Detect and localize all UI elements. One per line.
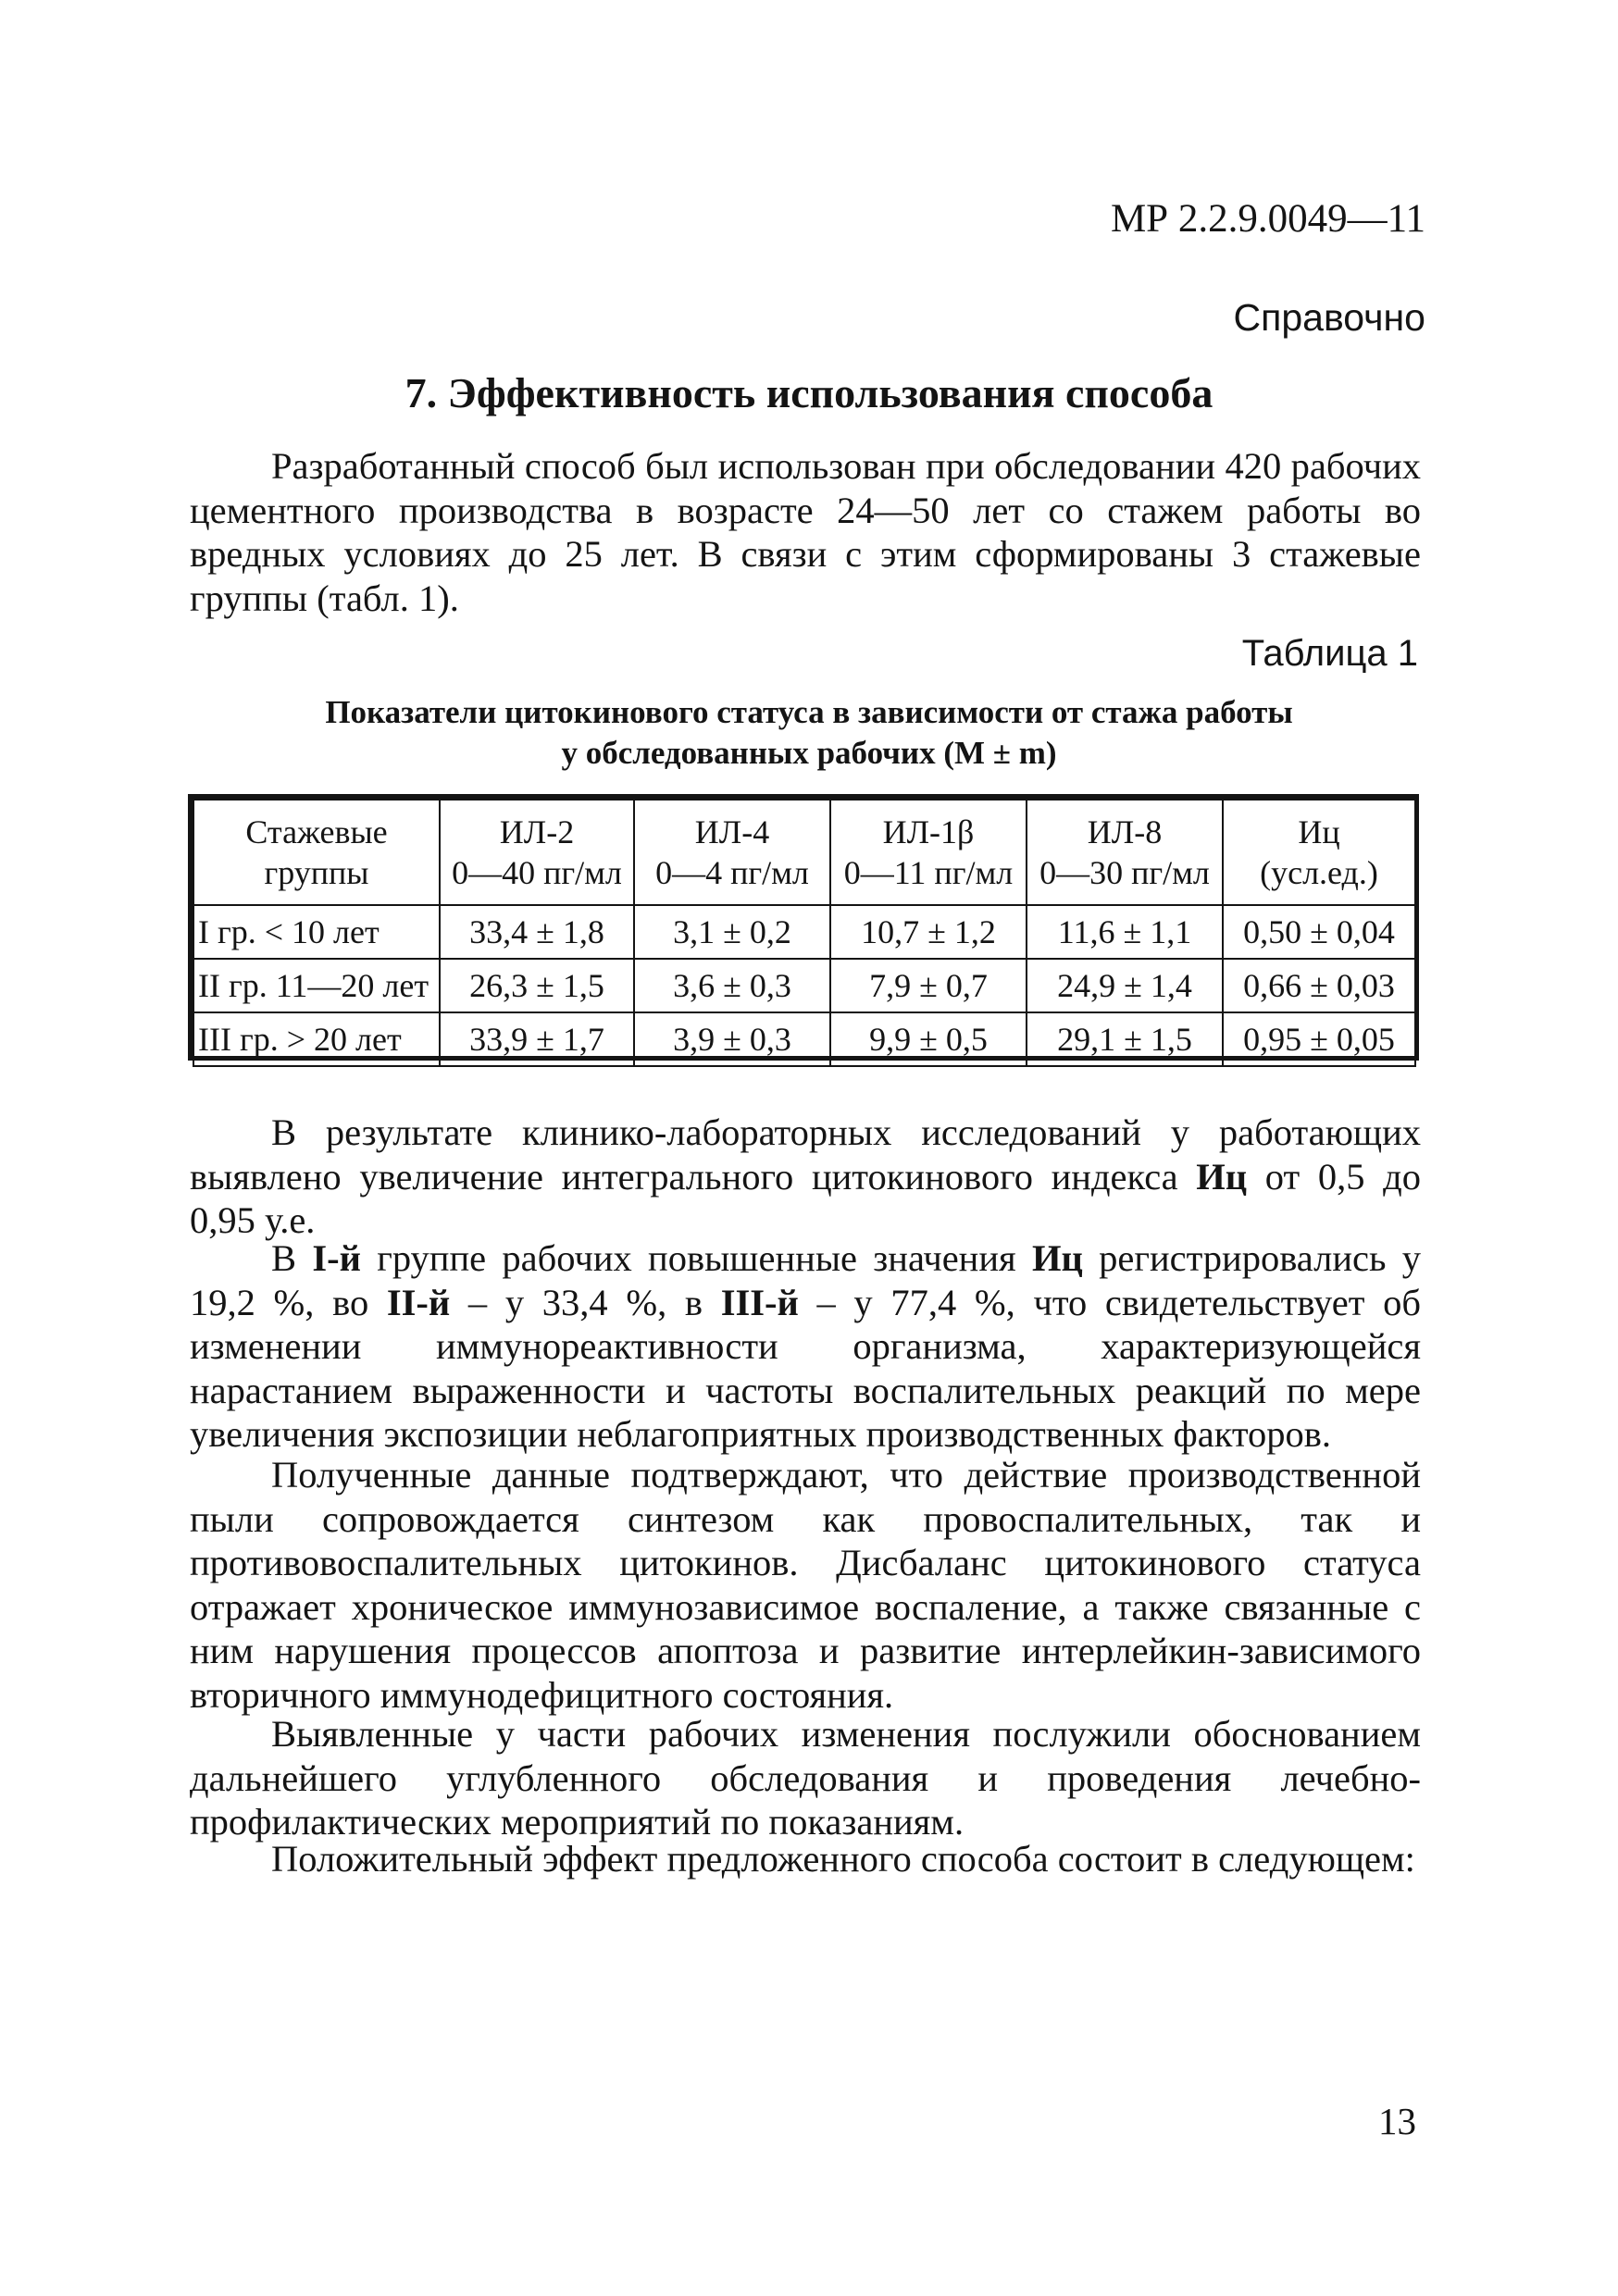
document-code: МР 2.2.9.0049—11 — [1110, 197, 1425, 241]
table-cell: 3,6 ± 0,3 — [634, 959, 830, 1012]
header-cell: ИЛ-8 0—30 пг/мл — [1027, 800, 1223, 905]
header-cell: ИЛ-4 0—4 пг/мл — [634, 800, 830, 905]
table-cell: 7,9 ± 0,7 — [830, 959, 1027, 1012]
table-label: Таблица 1 — [1241, 633, 1418, 674]
results-paragraph-2: В I-й группе рабочих повышенные значения Иц регистрировались у 19,2 %, во II-й – у 33,4 %, в III-й – у 77,4 %, что свидетельствует об изменении иммунореактивности организма, характеризующейся нарастанием выраженности и частоты воспалительных реакций по мере увеличения экспозиции неблагоприятных производственных факторов. — [190, 1237, 1422, 1455]
intro-paragraph — [190, 444, 1421, 620]
table-title — [0, 692, 1618, 774]
table-cell: 0,66 ± 0,03 — [1223, 959, 1415, 1012]
table-row — [193, 959, 1415, 1012]
table-title-line-1: Показатели цитокинового статуса в зависимости от стажа работы — [325, 694, 1293, 730]
table-cell: II гр. 11—20 лет — [193, 959, 440, 1012]
header-cell: ИЛ-1β 0—11 пг/мл — [830, 800, 1027, 905]
follow-up-paragraph: Выявленные у части рабочих изменения послужили обоснованием дальнейшего углубленного обследования и проведения лечебно-профилактических мероприятий по показаниям. — [190, 1713, 1421, 1843]
table-cell: 11,6 ± 1,1 — [1027, 905, 1223, 959]
table-cell: 10,7 ± 1,2 — [830, 905, 1027, 959]
table-row — [193, 1012, 1415, 1066]
cytokine-table — [188, 794, 1419, 1061]
effect-paragraph: Положительный эффект предложенного способа состоит в следующем: — [271, 1838, 1415, 1880]
table-cell: III гр. > 20 лет — [193, 1012, 440, 1066]
table-cell: 33,9 ± 1,7 — [440, 1012, 634, 1066]
header-cell: ИЛ-2 0—40 пг/мл — [440, 800, 634, 905]
header-cell: Иц (усл.ед.) — [1223, 800, 1415, 905]
section-title: 7. Эффективность использования способа — [404, 369, 1214, 416]
intro-text: Разработанный способ был использован при обследовании 420 рабочих цементного производства в возрасте 24—50 лет со стажем работы во вредных условиях до 25 лет. В связи с этим сформированы 3 стажевые группы (табл. 1). — [190, 445, 1421, 619]
table-cell: 3,1 ± 0,2 — [634, 905, 830, 959]
reference-label: Справочно — [1233, 296, 1425, 339]
table-title-line-2: у обследованных рабочих (М ± m) — [561, 735, 1057, 771]
table-cell: 3,9 ± 0,3 — [634, 1012, 830, 1066]
table-cell: 0,95 ± 0,05 — [1223, 1012, 1415, 1066]
conclusion-paragraph: Полученные данные подтверждают, что действие производственной пыли сопровождается синтезом как провоспалительных, так и противовоспалительных цитокинов. Дисбаланс цитокинового статуса отражает хроническое иммунозависимое воспаление, а также связанные с ним нарушения процессов апоптоза и развитие интерлейкин-зависимого вторичного иммунодефицитного состояния. — [190, 1454, 1421, 1716]
table-cell: 9,9 ± 0,5 — [830, 1012, 1027, 1066]
table-cell: 33,4 ± 1,8 — [440, 905, 634, 959]
results-paragraph-1: В результате клинико-лабораторных исследований у работающих выявлено увеличение интегрального цитокинового индекса Иц от 0,5 до 0,95 у.е. — [190, 1111, 1421, 1241]
table-cell: 26,3 ± 1,5 — [440, 959, 634, 1012]
table-cell: 29,1 ± 1,5 — [1027, 1012, 1223, 1066]
table-cell: I гр. < 10 лет — [193, 905, 440, 959]
table-cell: 24,9 ± 1,4 — [1027, 959, 1223, 1012]
table-cell: 0,50 ± 0,04 — [1223, 905, 1415, 959]
table-row — [193, 905, 1415, 959]
header-cell: Стажевые группы — [193, 800, 440, 905]
table-header-row — [193, 800, 1415, 905]
page-number: 13 — [1378, 2100, 1416, 2142]
